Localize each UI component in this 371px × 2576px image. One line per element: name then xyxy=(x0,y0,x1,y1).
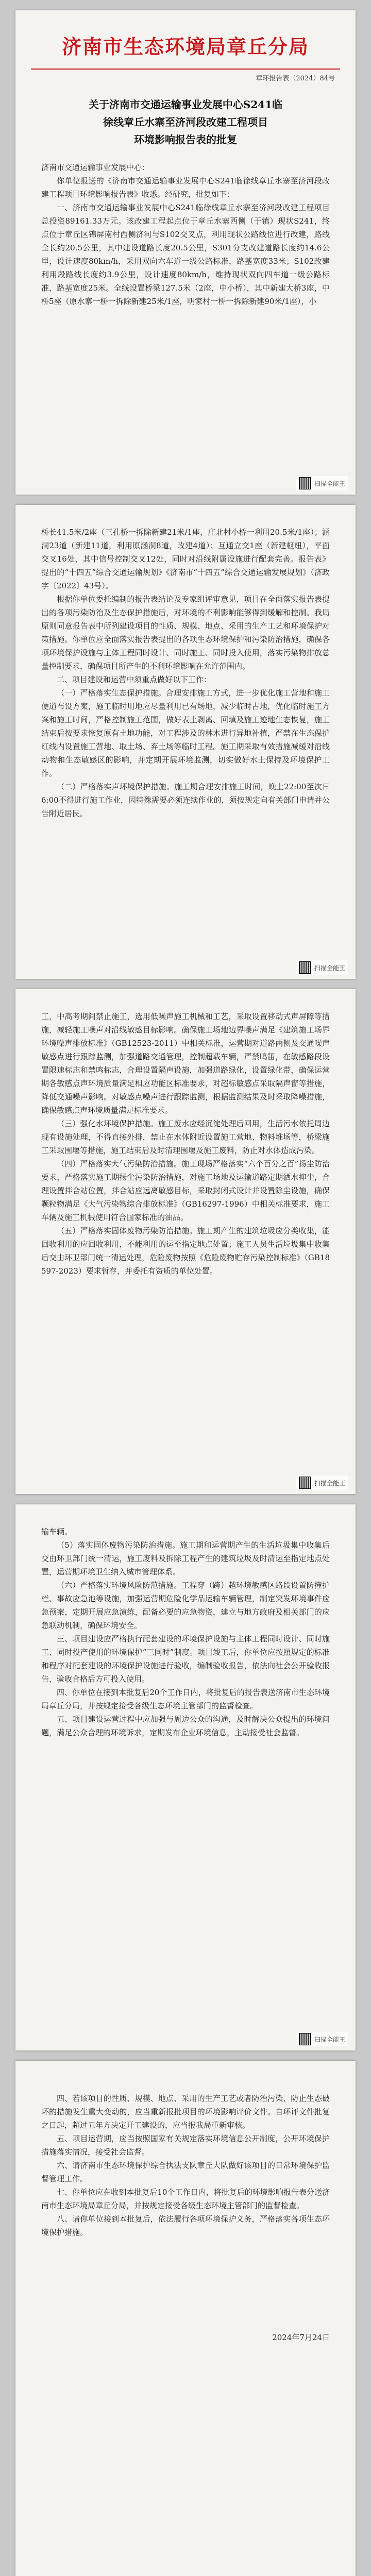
paragraph: （二）严格落实声环境保护措施。施工期合理安排施工时间，晚上22:00至次日6:00不得进行施工作业，因特殊需要必须连续作业的，须按规定向有关部门申请并公告附近居民。 xyxy=(41,782,330,818)
page-body xyxy=(15,505,356,820)
title-line: 关于济南市交通运输事业发展中心S241临 xyxy=(88,98,283,111)
paragraph: 六、请济南市生态环境保护综合执法支队章丘大队做好该项目的日常环境保护监督管理工作。 xyxy=(41,2161,330,2183)
qr-code-icon xyxy=(299,961,311,974)
paragraph: 四、若该项目的性质、规模、地点、采用的生产工艺或者防治污染、防止生态破坏的措施发生重大变动的，应当重新报批项目的环境影响评价文件。自环评文件批复之日起，超过五年方决定开工建设的，应当报我局重新审核。 xyxy=(41,2094,330,2130)
document-page-5 xyxy=(15,2061,356,2576)
document-page-3 xyxy=(15,989,356,1494)
page-body xyxy=(15,148,356,308)
issue-date: 2024年7月24日 xyxy=(272,2333,330,2342)
qr-code-icon xyxy=(299,2033,311,2045)
paragraph: 四、你单位在接到本批复后20个工作日内，将批复后的报告表送济南市生态环境局章丘分局，并按规定接受各级生态环境主管部门的监督检查。 xyxy=(41,1688,330,1710)
paragraph: 桥长41.5米/2座（三孔桥一拆除新建21米/1座，庄北村小桥一利用20.5米/1座）；涵洞23道（新建11道，利用原涵洞8道，改建4道）；互通立交1座（新建枢纽），平面交叉16处，其中信号控制交叉12处，同时对沿线附属设施进行配套完善。报告表》提出的“十四五”综合交通运输规划》《济南市“十四五”综合交通运输发展规划》（济政字〔2022〕43号）。 xyxy=(41,528,330,590)
paragraph: 五、项目建设运营过程中应加强与周边公众的沟通，及时解决公众提出的环境问题，满足公众合理的环境诉求，定期发布企业环境信息，主动接受社会监督。 xyxy=(41,1715,330,1737)
paragraph: 一、济南市交通运输事业发展中心S241临徐线章丘水寨至济河段改建工程项目总投资89161.33万元。该改建工程起点位于章丘水寨西侧（于镇）现状S241，终点位于章丘区锦屏南村西侧济河与S102交叉点，利用现状公路线位进行改建，路线全长约20.5公里，其中建设道路长度20.5公里，S301分支改建道路长度约14.6公里，设计速度80km/h，采用双向六车道一级公路标准，路基宽度33米；S102改建利用段路线长度约3.9公里，设计速度80km/h，维持现状双向四车道一级公路标准，路基宽度25米。全线设置桥梁127.5米（2座，中小桥），其中新建大桥3座，中桥5座（原水寨一桥一拆除新建25米/1座，明家村一桥一拆除新建90米/1座），小 xyxy=(41,203,330,306)
page-body xyxy=(15,989,356,1278)
qr-code-icon xyxy=(299,1477,311,1489)
document-title xyxy=(15,96,356,148)
paragraph: （三）强化水环境保护措施。施工废水应经沉淀处理后回用，生活污水依托周边现有设施处理，不得直接外排，禁止在水体附近设置施工营地、物料堆场等，桥梁施工采取围堰等措施，施工结束后及时清理围堰及施工废料，防止对水体造成污染。 xyxy=(41,1119,330,1155)
paragraph: （六）严格落实环境风险防范措施。工程穿（跨）越环境敏感区路段设置防撞护栏、事故应急池等设施，加强运营期危险化学品运输车辆管理，制定突发环境事件应急预案，定期开展应急演练，配备必要的应急物资，建立与地方政府及相关部门的应急联动机制，确保环境安全。 xyxy=(41,1581,330,1630)
document-number: 章环报告表（2024）84号 xyxy=(256,75,335,82)
qr-code-icon xyxy=(299,477,311,489)
paragraph: 输车辆。 xyxy=(41,1527,73,1536)
letterhead-title: 济南市生态环境局章丘分局 xyxy=(61,35,309,58)
document-page-2 xyxy=(15,505,356,979)
paragraph: （四）严格落实大气污染防治措施。施工现场严格落实“六个百分之百”扬尘防治要求，严格落实施工期扬尘污染防治措施，对施工场地及运输道路定期洒水抑尘，合理设置拌合站位置，拌合站应远离敏感目标，采取封闭式设计并设置除尘设施，确保颗粒物满足《大气污染物综合排放标准》（GB16297-1996）中相关标准要求，施工车辆及施工机械使用符合国家标准的油品。 xyxy=(41,1159,330,1222)
addressee: 济南市交通运输事业发展中心： xyxy=(41,163,150,172)
paragraph: 二、项目建设和运营中须重点做好以下工作： xyxy=(57,675,212,684)
paragraph: 根据你单位委托编制的报告表结论及专家组评审意见，项目在全面落实报告表提出的各项污染防治及生态保护措施后，对环境的不利影响能够得到缓解和控制。我局原则同意报告表中所列建设项目的性质、规模、地点、采用的生产工艺和环境保护对策措施。你单位应全面落实报告表提出的各项生态环境保护和污染防治措施，确保各项环境保护设施与主体工程同时设计、同时施工、同时投入使用，落实污染物排放总量控制要求，确保项目所产生的不利环境影响在允许范围内。 xyxy=(41,595,330,671)
paragraph: 八、请你单位接到本批复后，依法履行各项环境保护义务，严格落实各项生态环境保护措施。 xyxy=(41,2214,330,2237)
scanner-badge: 扫描全能王 xyxy=(296,476,348,490)
paragraph: 三、项目建设应严格执行配套建设的环境保护设施与主体工程同时设计、同时施工、同时投产使用的环境保护“三同时”制度。项目竣工后，你单位应按照规定的标准和程序对配套建设的环境保护设施进行验收，编制验收报告，依法向社会公开验收报告，验收合格后方可投入使用。 xyxy=(41,1634,330,1684)
paragraph: （5）落实固体废物污染防治措施。施工期和运营期产生的生活垃圾集中收集后交由环卫部门统一清运，施工废料及拆除工程产生的建筑垃圾及时清运至指定地点处置，运营期环境卫生纳入城市管理体系。 xyxy=(41,1540,330,1577)
scanner-badge: 扫描全能王 xyxy=(296,2032,348,2046)
page-body xyxy=(15,2061,356,2239)
scanner-badge: 扫描全能王 xyxy=(296,960,348,975)
page-body xyxy=(15,1504,356,1739)
document-page-1 xyxy=(15,10,356,495)
paragraph: （一）严格落实生态保护措施。合理安排施工方式，进一步优化施工营地和施工便道布设方案，施工临时用地应尽量利用已有场地，减少临时占地，优化临时施工方案和施工时间，严格控制施工范围，做好表土剥离、回填及施工迹地生态恢复，施工结束后按要求恢复原有土地功能，对工程涉及的林木进行异地补植，严禁在生态保护红线内设置施工营地、取土场、弃土场等临时工程。施工期采取有效措施减缓对沿线动物和生态敏感区的影响，并定期开展环境监测，切实做好水土保持及环境保护工作。 xyxy=(41,688,330,778)
document-page-4 xyxy=(15,1504,356,2050)
paragraph: 工，中高考期间禁止施工，选用低噪声施工机械和工艺，采取设置移动式声屏障等措施，减轻施工噪声对沿线敏感目标影响。确保施工场地边界噪声满足《建筑施工场界环境噪声排放标准》（GB12523-2011）中相关标准，运营期对道路两侧及交通噪声敏感点进行跟踪监测，加强道路交通管理，控制超载车辆，严禁鸣笛，在敏感路段设置限速标志和禁鸣标志，合理设置隔声设施，加强道路绿化，设置绿化带，确保运营期各敏感点声环境质量满足相应功能区标准要求，对超标敏感点采取隔声窗等措施，降低交通噪声影响。对敏感点噪声进行跟踪监测，根据监测结果及时采取降噪措施，确保敏感点声环境质量满足标准要求。 xyxy=(41,1012,330,1115)
paragraph: 五、项目运营期，应当按照国家有关规定落实环境信息公开制度，公开环境保护措施落实情况，接受社会监督。 xyxy=(41,2134,330,2157)
letterhead-rule xyxy=(31,69,340,70)
paragraph: 你单位报送的《济南市交通运输事业发展中心S241临徐线章丘水寨至济河段改建工程项目环境影响报告表》收悉。经研究，批复如下： xyxy=(41,176,330,199)
scanner-badge: 扫描全能王 xyxy=(296,1476,348,1490)
paragraph: （五）严格落实固体废物污染防治措施。施工期产生的建筑垃圾应分类收集，能回收利用的应回收利用，不能利用的运至指定地点处置；施工人员生活垃圾集中收集后交由环卫部门统一清运处理，危险废物按照《危险废物贮存污染控制标准》（GB18597-2023）要求暂存，并委托有资质的单位处置。 xyxy=(41,1226,330,1276)
title-line: 徐线章丘水寨至济河段改建工程项目 xyxy=(103,116,268,128)
paragraph: 七、你单位应在收到本批复后10个工作日内，将批复后的环境影响报告表分送济南市生态环境局章丘分局，并按规定接受各级生态环境主管部门的监督检查。 xyxy=(41,2188,330,2210)
title-line: 环境影响报告表的批复 xyxy=(134,133,237,146)
